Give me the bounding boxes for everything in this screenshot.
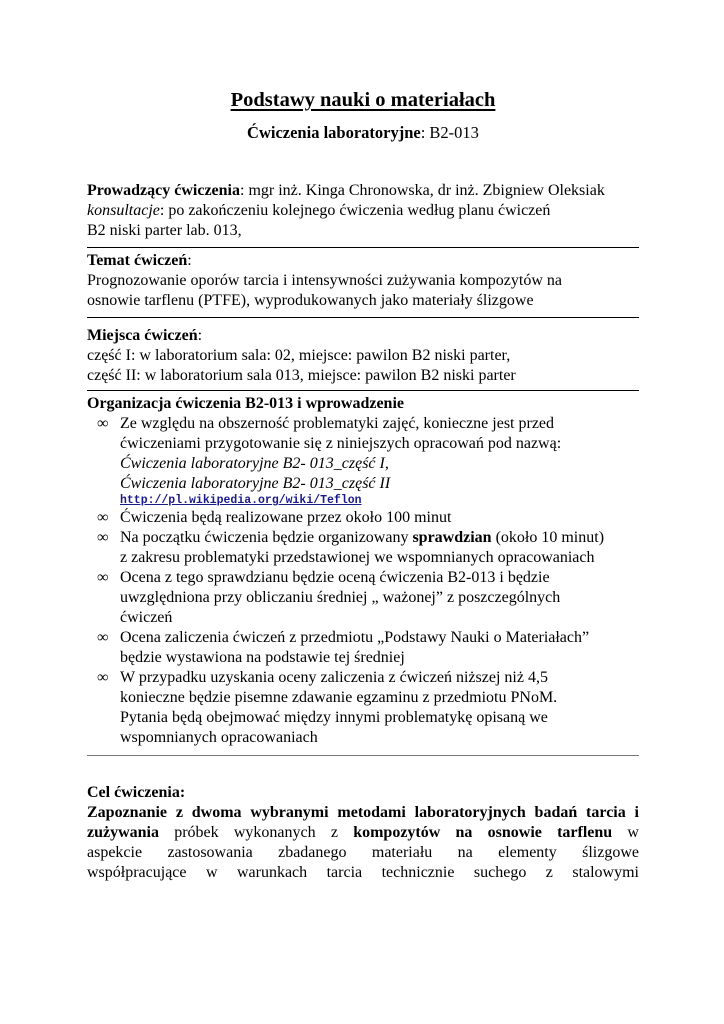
list-item-text: uwzględniona przy obliczaniu średniej „ ważonej” z poszczególnych <box>120 589 561 606</box>
subtitle-code: : B2-013 <box>420 123 479 142</box>
list-item-text: W przypadku uzyskania oceny zaliczenia z ćwiczeń niższej niż 4,5 <box>120 669 548 686</box>
instructors-label: Prowadzący ćwiczenia <box>87 182 240 199</box>
instructors-section <box>87 181 639 241</box>
section-divider <box>87 317 639 318</box>
places-section <box>87 326 639 386</box>
places-colon: : <box>197 327 203 344</box>
goal-section <box>87 783 639 883</box>
infinity-bullet-icon: ∞ <box>97 569 109 586</box>
infinity-bullet-icon: ∞ <box>97 509 109 526</box>
goal-keyword: zużywania <box>87 824 159 841</box>
places-line: część I: w laboratorium sala: 02, miejsce: pawilon B2 niski parter, <box>87 347 511 364</box>
topic-section <box>87 251 639 311</box>
organization-list <box>87 414 639 748</box>
wikipedia-link[interactable]: http://pl.wikipedia.org/wiki/Teflon <box>120 494 362 507</box>
infinity-bullet-icon: ∞ <box>97 669 109 686</box>
document-page <box>87 88 639 883</box>
topic-line: Prognozowanie oporów tarcia i intensywności zużywania kompozytów na <box>87 272 562 289</box>
topic-label: Temat ćwiczeń <box>87 252 188 269</box>
document-subtitle <box>87 123 639 143</box>
list-item <box>87 528 639 568</box>
list-item <box>87 508 639 528</box>
infinity-bullet-icon: ∞ <box>97 415 109 432</box>
goal-line: Zapoznanie z dwoma wybranymi metodami laboratoryjnych badań tarcia i <box>87 804 639 821</box>
topic-line: osnowie tarflenu (PTFE), wyprodukowanych jako materiały ślizgowe <box>87 292 534 309</box>
list-item-text: ćwiczeniami przygotowanie się z niniejszych opracowań pod nazwą: <box>120 435 562 452</box>
consultations-value: : po zakończeniu kolejnego ćwiczenia według planu ćwiczeń <box>159 202 551 219</box>
list-item <box>87 414 639 508</box>
list-item-text: Ocena zaliczenia ćwiczeń z przedmiotu „Podstawy Nauki o Materiałach” <box>120 629 590 646</box>
goal-line: aspekcie zastosowania zbadanego materiału na elementy ślizgowe <box>87 844 639 861</box>
goal-text: próbek wykonanych z <box>159 824 354 841</box>
goal-keyword: kompozytów na osnowie tarflenu <box>353 824 613 841</box>
list-item-text: z zakresu problematyki przedstawionej we wspomnianych opracowaniach <box>120 549 595 566</box>
organization-section <box>87 394 639 748</box>
list-item-text: ćwiczeń <box>120 609 173 626</box>
document-title: Podstawy nauki o materiałach <box>230 89 496 111</box>
goal-text: w <box>612 824 639 841</box>
list-item-text: Ćwiczenia będą realizowane przez około 100 minut <box>120 509 452 526</box>
list-item-text: Pytania będą obejmować między innymi problematykę opisaną we <box>120 709 548 726</box>
list-item-text: wspomnianych opracowaniach <box>120 729 318 746</box>
consultations-label: konsultacje <box>87 202 160 219</box>
list-item-text: konieczne będzie pisemne zdawanie egzaminu z przedmiotu PNoM. <box>120 689 558 706</box>
list-item <box>87 628 639 668</box>
goal-line <box>87 823 639 843</box>
list-item-text: Ocena z tego sprawdzianu będzie oceną ćwiczenia B2-013 i będzie <box>120 569 550 586</box>
list-item-text: będzie wystawiona na podstawie tej średniej <box>120 649 405 666</box>
goal-line: współpracujące w warunkach tarcia technicznie suchego z stalowymi <box>87 864 639 881</box>
list-item-text: (około 10 minut) <box>491 529 605 546</box>
list-item-text: Na początku ćwiczenia będzie organizowany <box>120 529 413 546</box>
section-divider <box>87 390 639 391</box>
reference-title: Ćwiczenia laboratoryjne B2- 013_część II <box>120 475 391 492</box>
places-line: część II: w laboratorium sala 013, miejsce: pawilon B2 niski parter <box>87 367 516 384</box>
reference-title: Ćwiczenia laboratoryjne B2- 013_część I, <box>120 455 389 472</box>
infinity-bullet-icon: ∞ <box>97 529 109 546</box>
goal-label: Cel ćwiczenia: <box>87 784 186 801</box>
places-label: Miejsca ćwiczeń <box>87 327 198 344</box>
section-divider <box>87 247 639 248</box>
list-item <box>87 568 639 628</box>
topic-colon: : <box>187 252 192 269</box>
subtitle-label: Ćwiczenia laboratoryjne <box>247 123 421 142</box>
organization-label: Organizacja ćwiczenia B2-013 i wprowadzenie <box>87 395 404 412</box>
instructors-value: : mgr inż. Kinga Chronowska, dr inż. Zbigniew Oleksiak <box>240 182 605 199</box>
section-divider <box>87 755 639 756</box>
test-keyword: sprawdzian <box>412 529 492 546</box>
consultations-location: B2 niski parter lab. 013, <box>87 222 242 239</box>
infinity-bullet-icon: ∞ <box>97 629 109 646</box>
list-item-text: Ze względu na obszerność problematyki zajęć, konieczne jest przed <box>120 415 555 432</box>
list-item <box>87 668 639 748</box>
